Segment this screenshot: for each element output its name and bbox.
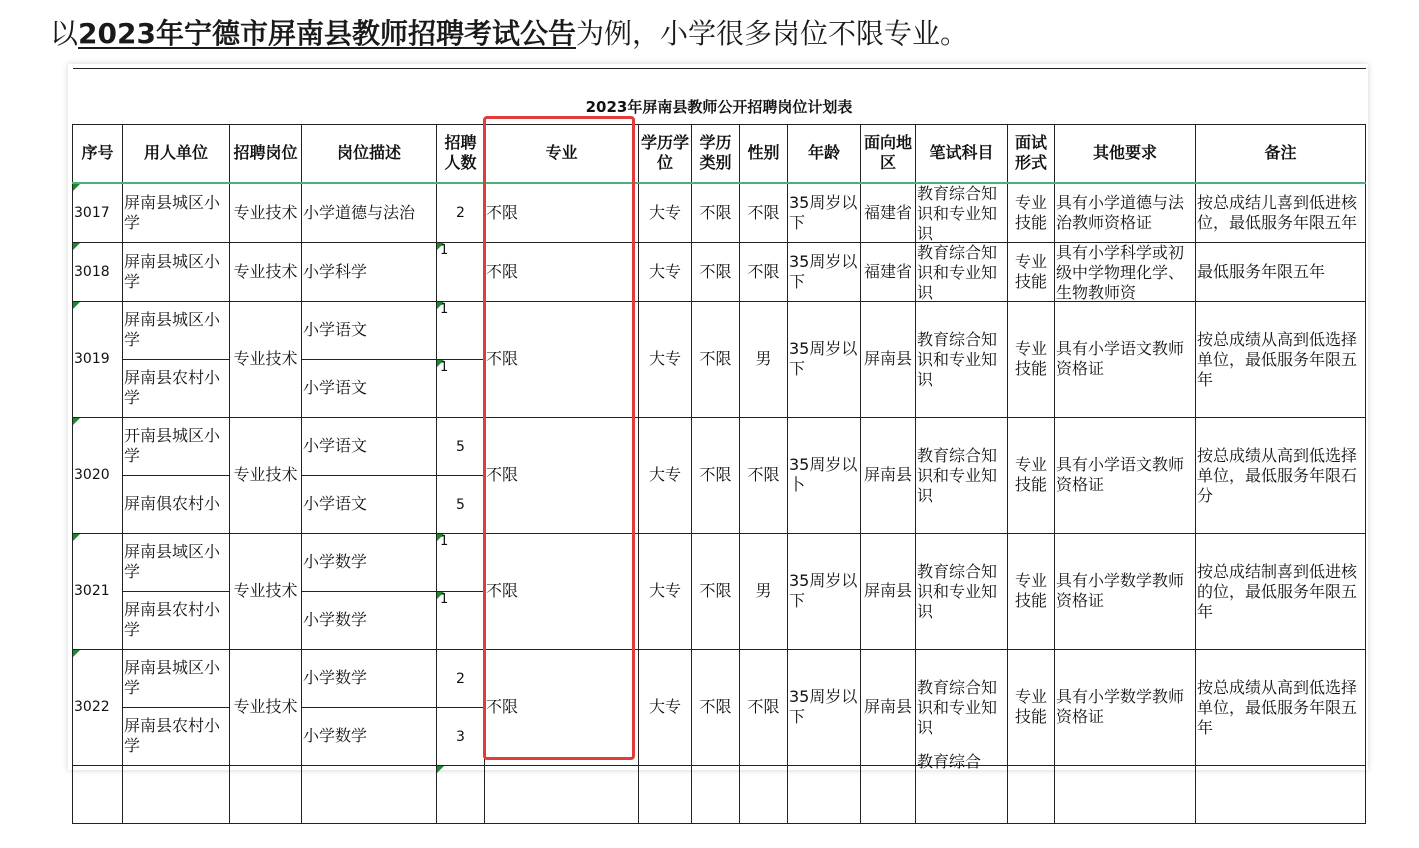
table-row (73, 649, 1366, 707)
employer-cell (123, 591, 230, 649)
column-header: 学历学位 (639, 125, 692, 183)
region-cell (861, 533, 916, 649)
post-id-cell: 3021 (73, 533, 123, 649)
region-cell-text: 屏南县 (863, 349, 912, 368)
column-header: 笔试科目 (916, 125, 1008, 183)
headcount-value: 5 (456, 496, 465, 513)
partial-cell (302, 765, 437, 823)
post-desc-cell: 小学语文 (302, 475, 437, 533)
major-cell: 不限 (485, 242, 639, 301)
post-type-cell (230, 242, 302, 301)
headcount-cell (437, 183, 485, 243)
headcount-value: 2 (456, 205, 465, 221)
headcount-value: 1 (440, 301, 449, 317)
exam-subject-cell (916, 301, 1008, 417)
other-requirement-cell-text: 具有小学语文教师资格证 (1056, 455, 1185, 494)
note-cell (1196, 183, 1366, 243)
interview-cell-text: 专业技能 (1014, 251, 1047, 291)
education-cell: 大专 (639, 417, 692, 533)
employer-cell-text: 屏南县城区小学 (124, 658, 221, 697)
post-desc-cell: 小学数学 (302, 707, 437, 765)
post-type-cell-text: 专业技术 (233, 697, 298, 716)
column-header: 其他要求 (1055, 125, 1196, 183)
education-type-cell: 不限 (692, 649, 740, 765)
age-cell-text: 35周岁以下 (789, 251, 858, 291)
interview-cell-text: 专业技能 (1014, 455, 1047, 494)
partial-cell (1055, 765, 1196, 823)
post-type-cell-text: 专业技术 (233, 202, 298, 222)
other-requirement-cell-text: 具有小学数学教师资格证 (1056, 687, 1185, 726)
education-type-cell: 不限 (692, 301, 740, 417)
education-cell: 大专 (639, 242, 692, 301)
region-cell-text: 屏南县 (863, 581, 912, 600)
partial-cell (230, 765, 302, 823)
region-cell-text: 福建省 (863, 261, 912, 281)
exam-subject-cell-text: 教育综合知识和专业知识 (917, 562, 998, 621)
exam-subject-cell-text: 教育综合知识和专业知识 (917, 446, 998, 505)
note-cell-text: 按总成绩从高到低选择单位，最低服务年限石分 (1197, 446, 1358, 505)
employer-cell (123, 242, 230, 301)
headcount-cell (437, 359, 485, 417)
interview-cell-text: 专业技能 (1014, 571, 1047, 610)
note-cell (1196, 417, 1366, 533)
interview-cell (1008, 242, 1055, 301)
gender-cell: 不限 (740, 649, 788, 765)
region-cell (861, 649, 916, 765)
other-requirement-cell-text: 具有小学数学教师资格证 (1056, 571, 1185, 610)
employer-cell-text: 屏南县域区小学 (124, 542, 221, 581)
age-cell-text: 35周岁以下 (789, 339, 858, 378)
employer-cell-text: 屏南县农村小学 (124, 716, 221, 755)
partial-cell (1008, 765, 1055, 823)
gender-cell: 不限 (740, 242, 788, 301)
age-cell (788, 417, 861, 533)
post-desc-cell: 小学数学 (302, 533, 437, 591)
note-cell-text: 按总成结儿喜到低进核位，最低服务年限五年 (1197, 192, 1358, 232)
exam-subject-cell (916, 417, 1008, 533)
interview-cell (1008, 301, 1055, 417)
exam-subject-cell (916, 649, 1008, 765)
partial-cell (740, 765, 788, 823)
education-type-cell: 不限 (692, 417, 740, 533)
headcount-value: 1 (440, 359, 449, 375)
employer-cell (123, 707, 230, 765)
partial-cell (639, 765, 692, 823)
employer-cell (123, 649, 230, 707)
interview-cell-text: 专业技能 (1014, 339, 1047, 378)
age-cell-text: 35周岁以下 (789, 687, 858, 726)
note-cell-text: 最低服务年限五年 (1197, 261, 1326, 281)
interview-cell (1008, 417, 1055, 533)
employer-cell-text: 屏南县城区小学 (124, 310, 221, 349)
age-cell (788, 533, 861, 649)
note-cell (1196, 533, 1366, 649)
headcount-cell (437, 591, 485, 649)
other-requirement-cell-text: 具有小学道德与法治教师资格证 (1056, 192, 1185, 232)
column-header: 专业 (485, 125, 639, 183)
column-header: 学历类别 (692, 125, 740, 183)
region-cell (861, 417, 916, 533)
partial-cell (692, 765, 740, 823)
education-type-cell: 不限 (692, 533, 740, 649)
partial-cell (1196, 765, 1366, 823)
partial-cell (437, 765, 485, 823)
column-header: 年龄 (788, 125, 861, 183)
announcement-title-link[interactable]: 2023年宁德市屏南县教师招聘考试公告 (78, 17, 576, 50)
age-cell (788, 301, 861, 417)
employer-cell (123, 417, 230, 475)
column-header: 备注 (1196, 125, 1366, 183)
column-header: 性别 (740, 125, 788, 183)
table-title: 2023年屏南县教师公开招聘岗位计划表 (73, 69, 1366, 125)
exam-subject-cell-text: 教育综合知识和专业知识 (917, 183, 998, 243)
other-requirement-cell (1055, 183, 1196, 243)
post-desc-cell: 小学数学 (302, 649, 437, 707)
headcount-cell (437, 242, 485, 301)
post-id-cell: 3019 (73, 301, 123, 417)
region-cell-text: 福建省 (863, 202, 912, 222)
region-cell (861, 183, 916, 243)
exam-subject-cell (916, 183, 1008, 243)
exam-subject-cell-text: 教育综合知识和专业知识 (917, 330, 998, 389)
region-cell-text: 屏南县 (863, 465, 912, 484)
employer-cell-text: 屏南县城区小学 (124, 192, 221, 232)
partial-exam-text: 教育综合 (917, 751, 982, 771)
post-type-cell (230, 183, 302, 243)
note-cell-text: 按总成绩从高到低选择单位，最低服务年限五年 (1197, 678, 1358, 737)
partial-cell (485, 765, 639, 823)
education-cell: 大专 (639, 183, 692, 243)
employer-cell (123, 183, 230, 243)
column-header: 用人单位 (123, 125, 230, 183)
interview-cell-text: 专业技能 (1014, 192, 1047, 232)
employer-cell-text: 屏南县城区小学 (124, 251, 221, 291)
headcount-cell (437, 707, 485, 765)
post-desc-cell: 小学语文 (302, 359, 437, 417)
interview-cell (1008, 533, 1055, 649)
headcount-value: 1 (440, 591, 449, 607)
employer-cell-text: 屏南县农村小学 (124, 368, 221, 407)
headcount-value: 3 (456, 728, 465, 745)
post-type-cell (230, 417, 302, 533)
post-type-cell (230, 301, 302, 417)
other-requirement-cell (1055, 417, 1196, 533)
other-requirement-cell-text: 具有小学语文教师资格证 (1056, 339, 1185, 378)
post-type-cell-text: 专业技术 (233, 261, 298, 281)
post-id-cell: 3020 (73, 417, 123, 533)
note-cell (1196, 649, 1366, 765)
column-header: 面试形式 (1008, 125, 1055, 183)
education-cell: 大专 (639, 301, 692, 417)
column-header: 序号 (73, 125, 123, 183)
employer-cell (123, 301, 230, 359)
employer-cell (123, 533, 230, 591)
post-id-cell: 3022 (73, 649, 123, 765)
gender-cell: 不限 (740, 417, 788, 533)
partial-cell (916, 751, 1008, 823)
age-cell (788, 183, 861, 243)
employer-cell-text: 屏南县农村小学 (124, 600, 221, 639)
exam-subject-cell (916, 242, 1008, 301)
partial-cell (123, 765, 230, 823)
headcount-value: 1 (440, 242, 449, 258)
headcount-cell (437, 649, 485, 707)
table-row-partial (73, 765, 1366, 823)
post-type-cell (230, 533, 302, 649)
employer-cell (123, 475, 230, 533)
other-requirement-cell (1055, 649, 1196, 765)
recruitment-plan-table (72, 68, 1366, 824)
note-cell (1196, 242, 1366, 301)
post-id-cell: 3018 (73, 242, 123, 301)
region-cell (861, 242, 916, 301)
headcount-value: 1 (440, 533, 449, 549)
partial-cell (788, 765, 861, 823)
major-cell: 不限 (485, 649, 639, 765)
note-cell-text: 按总成绩从高到低选择单位，最低服务年限五年 (1197, 330, 1358, 389)
major-cell: 不限 (485, 183, 639, 243)
post-type-cell-text: 专业技术 (233, 465, 298, 484)
age-cell (788, 649, 861, 765)
interview-cell-text: 专业技能 (1014, 687, 1047, 726)
column-header: 招聘人数 (437, 125, 485, 183)
education-type-cell: 不限 (692, 242, 740, 301)
exam-subject-cell (916, 533, 1008, 649)
table-row (73, 417, 1366, 475)
spreadsheet-screenshot (68, 64, 1368, 770)
post-desc-cell: 小学语文 (302, 417, 437, 475)
employer-cell (123, 359, 230, 417)
table-row (73, 533, 1366, 591)
intro-sentence (50, 14, 968, 54)
headcount-cell (437, 417, 485, 475)
interview-cell (1008, 649, 1055, 765)
age-cell (788, 242, 861, 301)
partial-cell (861, 765, 916, 823)
headcount-value: 2 (456, 670, 465, 687)
education-cell: 大专 (639, 533, 692, 649)
column-header: 面向地区 (861, 125, 916, 183)
employer-cell-text: 开南县城区小学 (124, 426, 221, 465)
post-desc-cell: 小学数学 (302, 591, 437, 649)
other-requirement-cell (1055, 242, 1196, 301)
other-requirement-cell (1055, 301, 1196, 417)
age-cell-text: 35周岁以下 (789, 192, 858, 232)
interview-cell (1008, 183, 1055, 243)
region-cell (861, 301, 916, 417)
intro-suffix: 为例，小学很多岗位不限专业。 (575, 17, 968, 50)
gender-cell: 不限 (740, 183, 788, 243)
other-requirement-cell (1055, 533, 1196, 649)
partial-cell (73, 765, 123, 823)
headcount-value: 5 (456, 438, 465, 455)
gender-cell: 男 (740, 301, 788, 417)
post-type-cell-text: 专业技术 (233, 581, 298, 600)
table-row (73, 301, 1366, 359)
headcount-cell (437, 301, 485, 359)
exam-subject-cell-text: 教育综合知识和专业知识 (917, 678, 998, 737)
headcount-cell (437, 475, 485, 533)
column-header: 招聘岗位 (230, 125, 302, 183)
intro-prefix: 以 (50, 17, 79, 50)
employer-cell-text: 屏南俱农村小 (124, 494, 221, 513)
table-row (73, 183, 1366, 243)
post-type-cell (230, 649, 302, 765)
column-header: 岗位描述 (302, 125, 437, 183)
note-cell-text: 按总成结制喜到低进核的位，最低服务年限五年 (1197, 562, 1358, 621)
post-id-cell: 3017 (73, 183, 123, 243)
exam-subject-cell-text: 教育综合知识和专业知识 (917, 242, 998, 302)
age-cell-text: 35周岁以下 (789, 571, 858, 610)
major-cell: 不限 (485, 417, 639, 533)
gender-cell: 男 (740, 533, 788, 649)
region-cell-text: 屏南县 (863, 697, 912, 716)
education-type-cell: 不限 (692, 183, 740, 243)
post-desc-cell: 小学道德与法治 (302, 183, 437, 243)
note-cell (1196, 301, 1366, 417)
table-row (73, 242, 1366, 301)
other-requirement-cell-text: 具有小学科学或初级中学物理化学、生物教师资 (1056, 242, 1185, 302)
major-cell: 不限 (485, 533, 639, 649)
post-desc-cell: 小学语文 (302, 301, 437, 359)
age-cell-text: 35周岁以卜 (789, 455, 858, 494)
post-desc-cell: 小学科学 (302, 242, 437, 301)
education-cell: 大专 (639, 649, 692, 765)
headcount-cell (437, 533, 485, 591)
post-type-cell-text: 专业技术 (233, 349, 298, 368)
major-cell: 不限 (485, 301, 639, 417)
